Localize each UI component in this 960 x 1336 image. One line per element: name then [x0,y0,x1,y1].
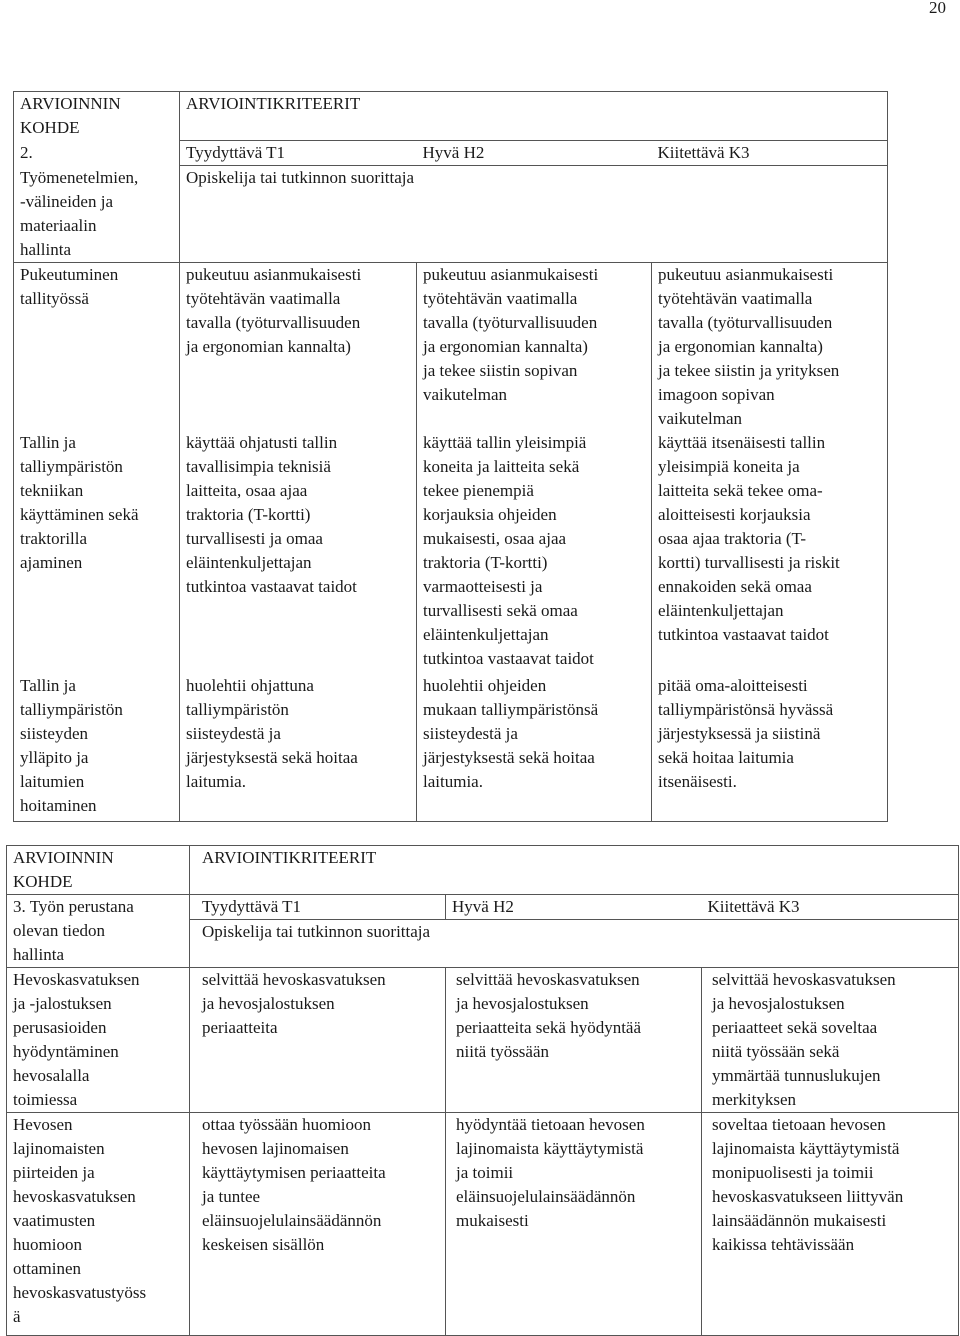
header-criteria: ARVIOINTIKRITEERIT [190,846,959,895]
assessment-target: Tallin ja talliympäristön siisteyden ylläpito ja laitumien hoitaminen [14,674,180,822]
assessment-target: Tallin ja talliympäristön tekniikan käyttäminen sekä traktorilla ajaminen [14,431,180,674]
grade-t1: Tyydyttävä T1 [180,141,417,166]
criteria-table-2 [13,91,888,822]
grade-k3: Kiitettävä K3 [702,895,959,920]
table-row [7,1113,959,1336]
table-row [14,674,888,822]
criteria-t1: pukeutuu asianmukaisesti työtehtävän vaatimalla tavalla (työturvallisuuden ja ergonomian kannalta) [180,262,417,431]
header-criteria: ARVIOINTIKRITEERIT [180,92,888,141]
criteria-h2: selvittää hevoskasvatuksen ja hevosjalostuksen periaatteita sekä hyödyntää niitä työssään [446,968,702,1113]
table-row [14,431,888,674]
page-number: 20 [929,0,946,17]
criteria-h2: pukeutuu asianmukaisesti työtehtävän vaatimalla tavalla (työturvallisuuden ja ergonomian kannalta) ja tekee siistin sopivan vaikutelman [417,262,652,431]
criteria-t1: selvittää hevoskasvatuksen ja hevosjalostuksen periaatteita [190,968,446,1113]
header-assessment-target: ARVIOINNIN KOHDE [7,846,190,895]
criteria-t1: ottaa työssään huomioon hevosen lajinomaisen käyttäytymisen periaatteita ja tuntee eläinsuojelulainsäädännön keskeisen sisällön [190,1113,446,1336]
criteria-table-3 [6,845,959,1336]
assessment-target: Hevosen lajinomaisten piirteiden ja hevoskasvatuksen vaatimusten huomioon ottaminen hevoskasvatustyöss ä [7,1113,190,1336]
criteria-h2: hyödyntää tietoaan hevosen lajinomaista käyttäytymistä ja toimii eläinsuojelulainsäädännön mukaisesti [446,1113,702,1336]
assessment-target: Hevoskasvatuksen ja -jalostuksen perusasioiden hyödyntäminen hevosalalla toimiessa [7,968,190,1113]
grade-h2: Hyvä H2 [446,895,702,920]
criteria-k3: selvittää hevoskasvatuksen ja hevosjalostuksen periaatteet sekä soveltaa niitä työssään sekä ymmärtää tunnuslukujen merkityksen [702,968,959,1113]
header-assessment-target: ARVIOINNIN KOHDE [14,92,180,141]
criteria-k3: käyttää itsenäisesti tallin yleisimpiä koneita ja laitteita sekä tekee oma- aloitteisesti korjauksia osaa ajaa traktoria (T- kortti) turvallisesti ja riskit ennakoiden sekä omaa eläintenkuljettajan tutkintoa vastaavat taidot [652,431,888,674]
grade-k3: Kiitettävä K3 [652,141,888,166]
table-row [14,262,888,431]
subject-line: Opiskelija tai tutkinnon suorittaja [180,166,888,263]
subject-line: Opiskelija tai tutkinnon suorittaja [190,920,959,968]
criteria-k3: soveltaa tietoaan hevosen lajinomaista käyttäytymistä monipuolisesti ja toimii hevoskasvatukseen liittyvän lainsäädännön mukaisesti kaikissa tehtävissään [702,1113,959,1336]
grade-h2: Hyvä H2 [417,141,652,166]
section-title: Työmenetelmien, -välineiden ja materiaalin hallinta [14,166,180,263]
criteria-h2: huolehtii ohjeiden mukaan talliympäristönsä siisteydestä ja järjestyksestä sekä hoitaa laitumia. [417,674,652,822]
criteria-h2: käyttää tallin yleisimpiä koneita ja laitteita sekä tekee pienempiä korjauksia ohjeiden mukaisesti, osaa ajaa traktoria (T-kortti) varmaotteisesti ja turvallisesti sekä omaa eläintenkuljettajan tutkintoa vastaavat taidot [417,431,652,674]
grade-t1: Tyydyttävä T1 [190,895,446,920]
assessment-target: Pukeutuminen tallityössä [14,262,180,431]
section-title: 3. Työn perustana olevan tiedon hallinta [7,895,190,968]
table-row [7,968,959,1113]
criteria-t1: käyttää ohjatusti tallin tavallisimpia teknisiä laitteita, osaa ajaa traktoria (T-kortti) turvallisesti ja omaa eläintenkuljettajan tutkintoa vastaavat taidot [180,431,417,674]
criteria-k3: pukeutuu asianmukaisesti työtehtävän vaatimalla tavalla (työturvallisuuden ja ergonomian kannalta) ja tekee siistin ja yrityksen imagoon sopivan vaikutelman [652,262,888,431]
criteria-k3: pitää oma-aloitteisesti talliympäristönsä hyvässä järjestyksessä ja siistinä sekä hoitaa laitumia itsenäisesti. [652,674,888,822]
section-number: 2. [14,141,180,166]
criteria-t1: huolehtii ohjattuna talliympäristön siisteydestä ja järjestyksestä sekä hoitaa laitumia. [180,674,417,822]
